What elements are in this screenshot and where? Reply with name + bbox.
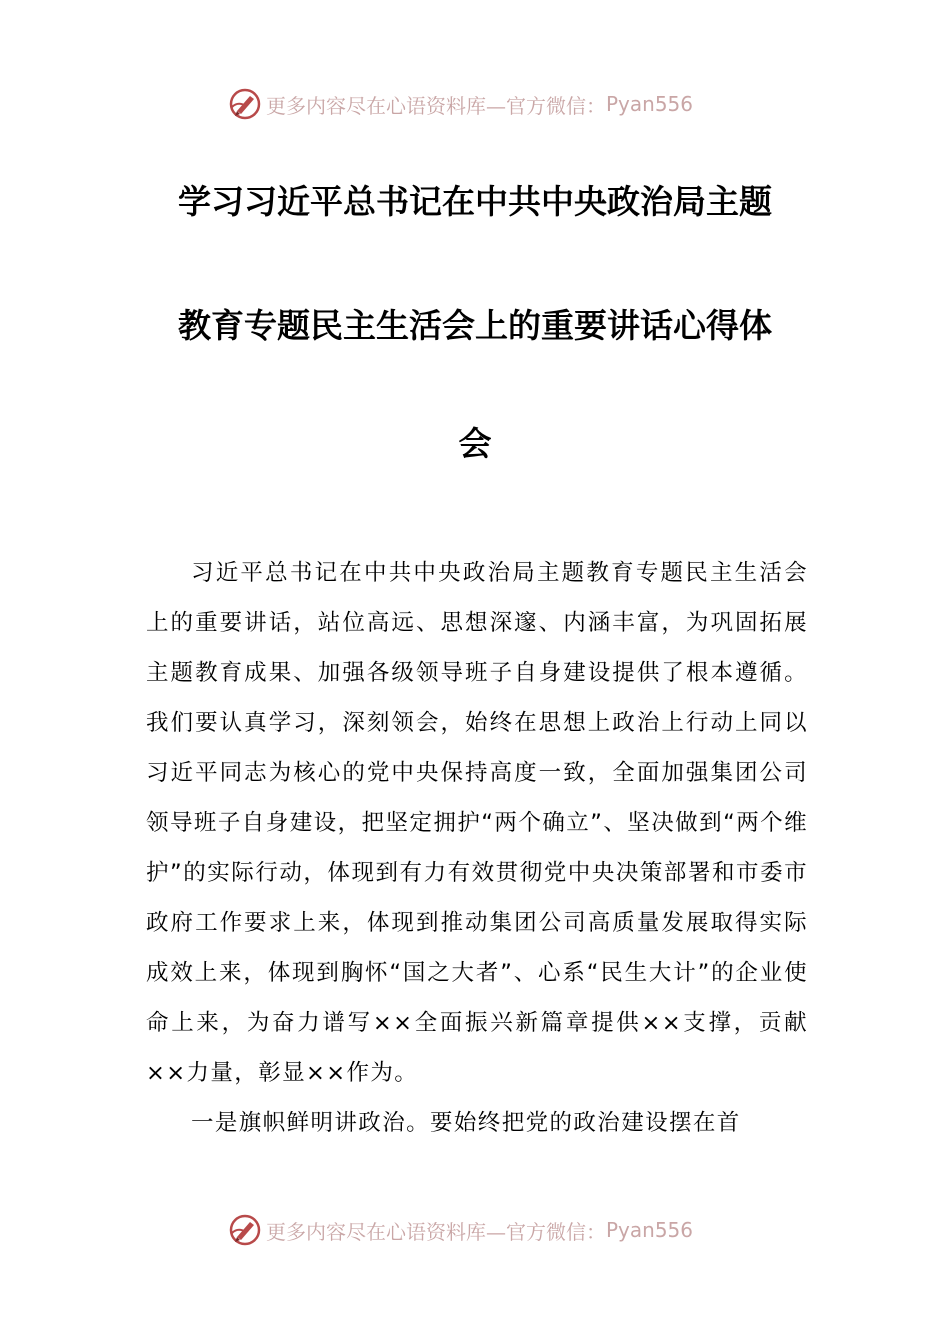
pen-logo-icon xyxy=(228,87,262,121)
doc-title-line-1: 学习习近平总书记在中共中央政治局主题 xyxy=(178,182,772,221)
doc-title-line-2: 教育专题民主生活会上的重要讲话心得体 xyxy=(178,306,772,345)
watermark-text: 更多内容尽在心语资料库—官方微信： xyxy=(266,1219,606,1244)
pen-logo-icon xyxy=(228,1213,262,1247)
watermark-wechat-id: Pyan556 xyxy=(606,92,694,116)
paragraph: 习近平总书记在中共中央政治局主题教育专题民主生活会上的重要讲话，站位高远、思想深邃、内涵丰富，为巩固拓展主题教育成果、加强各级领导班子自身建设提供了根本遵循。我们要认真学习，深刻领会，始终在思想上政治上行动上同以习近平同志为核心的党中央保持高度一致，全面加强集团公司领导班子自身建设，把坚定拥护“两个确立”、坚决做到“两个维护”的实际行动，体现到有力有效贯彻党中央决策部署和市委市政府工作要求上来，体现到推动集团公司高质量发展取得实际成效上来，体现到胸怀“国之大者”、心系“民生大计”的企业使命上来，为奋力谱写××全面振兴新篇章提供××支撑，贡献××力量，彰显××作为。 xyxy=(146,560,808,1086)
header-watermark xyxy=(228,86,693,122)
watermark-wechat-id: Pyan556 xyxy=(606,1218,694,1242)
paragraph: 一是旗帜鲜明讲政治。要始终把党的政治建设摆在首 xyxy=(191,1110,741,1136)
doc-body xyxy=(146,548,808,1148)
footer-watermark xyxy=(228,1212,693,1248)
watermark-text: 更多内容尽在心语资料库—官方微信： xyxy=(266,93,606,118)
doc-title-line-3: 会 xyxy=(458,424,492,463)
